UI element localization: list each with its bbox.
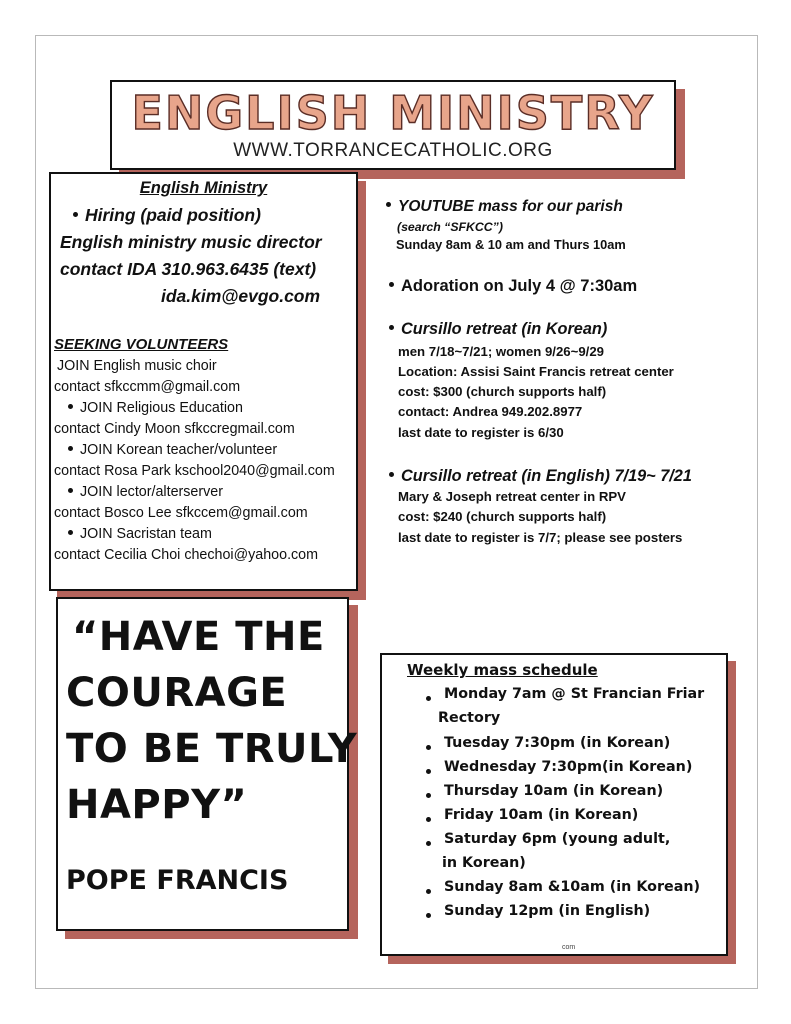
bullet-icon <box>426 793 431 798</box>
quote-text <box>66 609 357 833</box>
bullet-icon <box>73 212 78 217</box>
adoration-text: Adoration on July 4 @ 7:30am <box>401 277 638 295</box>
bullet-icon <box>389 472 394 477</box>
bullet-icon <box>68 488 73 493</box>
cursillo-english-title <box>389 467 692 486</box>
contact-email[interactable]: ida.kim@evgo.com <box>161 286 321 306</box>
cursillo-korean-title-text: Cursillo retreat (in Korean) <box>401 320 608 338</box>
volunteer-text: JOIN Sacristan team <box>80 526 212 542</box>
volunteer-line: JOIN English music choir <box>57 358 217 374</box>
volunteer-contact: contact Rosa Park kschool2040@gmail.com <box>54 463 335 479</box>
schedule-item: Monday 7am @ St Francian Friar <box>444 686 705 702</box>
cursillo-english-line: last date to register is 7/7; please see posters <box>398 530 683 545</box>
bullet-icon <box>426 841 431 846</box>
bullet-icon <box>68 446 73 451</box>
quote-line: TO BE TRULY <box>66 726 358 772</box>
ministry-info-box <box>49 172 358 591</box>
bullet-icon <box>426 913 431 918</box>
volunteer-text: JOIN Korean teacher/volunteer <box>80 442 278 458</box>
volunteers-heading: SEEKING VOLUNTEERS <box>54 336 229 353</box>
cursillo-korean-line: contact: Andrea 949.202.8977 <box>398 404 583 419</box>
quote-author: POPE FRANCIS <box>66 865 289 896</box>
volunteer-line <box>68 400 243 416</box>
hiring-line <box>73 205 261 226</box>
schedule-item: Tuesday 7:30pm (in Korean) <box>444 735 671 751</box>
youtube-title <box>386 198 623 216</box>
bullet-icon <box>426 696 431 701</box>
volunteer-contact: contact Bosco Lee sfkccem@gmail.com <box>54 505 308 521</box>
schedule-item: Wednesday 7:30pm(in Korean) <box>444 759 693 775</box>
cursillo-korean-line: cost: $300 (church supports half) <box>398 384 607 399</box>
bullet-icon <box>426 745 431 750</box>
schedule-item-continued: in Korean) <box>442 855 526 871</box>
mass-schedule-box <box>380 653 728 956</box>
quote-box <box>56 597 358 931</box>
bullet-icon <box>426 817 431 822</box>
volunteer-contact: contact Cecilia Choi chechoi@yahoo.com <box>54 547 319 563</box>
volunteer-contact: contact Cindy Moon sfkccregmail.com <box>54 421 295 437</box>
youtube-times: Sunday 8am & 10 am and Thurs 10am <box>396 237 626 252</box>
schedule-item-continued: Rectory <box>438 710 501 726</box>
cursillo-english-line: cost: $240 (church supports half) <box>398 509 607 524</box>
quote-line: COURAGE <box>66 670 288 716</box>
website-url[interactable]: WWW.TORRANCECATHOLIC.ORG <box>233 140 553 161</box>
schedule-item: Thursday 10am (in Korean) <box>444 783 664 799</box>
quote-line: HAPPY” <box>66 782 248 828</box>
volunteer-contact: contact sfkccmm@gmail.com <box>54 379 241 395</box>
cursillo-korean-line: men 7/18~7/21; women 9/26~9/29 <box>398 344 604 359</box>
cursillo-korean-title <box>389 320 607 339</box>
schedule-heading: Weekly mass schedule <box>407 661 598 679</box>
contact-line: contact IDA 310.963.6435 (text) <box>60 259 317 279</box>
schedule-item: Saturday 6pm (young adult, <box>444 831 671 847</box>
position-line: English ministry music director <box>60 232 322 252</box>
bullet-icon <box>389 325 394 330</box>
bullet-icon <box>426 889 431 894</box>
quote-line: “HAVE THE <box>72 614 325 660</box>
youtube-search: (search “SFKCC”) <box>397 220 503 234</box>
header-banner <box>110 80 676 170</box>
schedule-item: Friday 10am (in Korean) <box>444 807 639 823</box>
ministry-heading: English Ministry <box>139 179 268 197</box>
schedule-item: Sunday 12pm (in English) <box>444 903 651 919</box>
adoration-line <box>389 277 637 296</box>
volunteer-line <box>68 526 212 542</box>
page-title: ENGLISH MINISTRY <box>131 86 655 140</box>
cursillo-english-line: Mary & Joseph retreat center in RPV <box>398 489 626 504</box>
cursillo-korean-line: last date to register is 6/30 <box>398 425 564 440</box>
hiring-text: Hiring (paid position) <box>85 205 261 225</box>
volunteer-line <box>68 484 223 500</box>
bullet-icon <box>68 530 73 535</box>
cursillo-english-title-text: Cursillo retreat (in English) 7/19~ 7/21 <box>401 467 692 485</box>
bullet-icon <box>426 769 431 774</box>
volunteer-text: JOIN lector/alterserver <box>80 484 224 500</box>
bullet-icon <box>389 282 394 287</box>
volunteer-text: JOIN Religious Education <box>80 400 243 416</box>
bullet-icon <box>386 202 391 207</box>
schedule-footer: com <box>562 944 576 951</box>
cursillo-korean-line: Location: Assisi Saint Francis retreat center <box>398 364 674 379</box>
bullet-icon <box>68 404 73 409</box>
schedule-item: Sunday 8am &10am (in Korean) <box>444 879 701 895</box>
youtube-title-text: YOUTUBE mass for our parish <box>398 198 623 215</box>
volunteer-line <box>68 442 277 458</box>
